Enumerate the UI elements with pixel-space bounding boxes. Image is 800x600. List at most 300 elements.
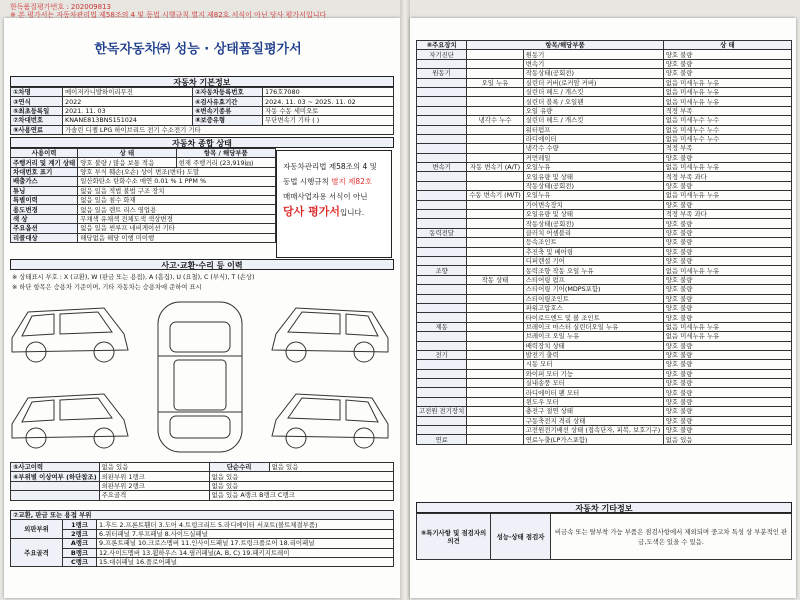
device-subgroup [467, 247, 524, 256]
device-status: 없음 있음 [663, 435, 791, 444]
document-title: 한독자동차㈜ 성능 · 상태품질평가서 [94, 42, 302, 57]
device-group [417, 360, 467, 369]
device-group [417, 313, 467, 322]
basic-label: ⑥변속기종류 [193, 106, 263, 115]
history-label [11, 491, 100, 500]
device-group: 자기진단 [417, 50, 467, 59]
device-subgroup [467, 369, 524, 378]
device-item: 타이로드엔드 및 볼 조인트 [523, 313, 663, 322]
table-row [417, 360, 792, 369]
table-row [11, 511, 394, 520]
device-status: 양호 불량 [663, 303, 791, 312]
table-row [417, 238, 792, 247]
device-item: 기어변속장치 [523, 200, 663, 209]
basic-value: KNANE813BNS151024 [63, 116, 193, 125]
basic-value: 2022 [63, 97, 193, 106]
table-row [417, 322, 792, 331]
device-item: 원동기 [523, 50, 663, 59]
device-item: 작동상태(공회전) [523, 181, 663, 190]
history-label: ⑥부위별 이상여부 (하단참조) [11, 472, 100, 481]
device-subgroup [467, 397, 524, 406]
device-subgroup [467, 426, 524, 435]
device-group [417, 172, 467, 181]
table-row [417, 78, 792, 87]
device-subgroup [467, 219, 524, 228]
history-value: 없음 있음 [209, 472, 393, 481]
basic-value: 가솔린 디젤 LPG 하이브리드 전기 수소전기 기타 [63, 125, 394, 134]
device-item: 등속조인트 [523, 238, 663, 247]
device-group: 조향 [417, 266, 467, 275]
table-row [417, 379, 792, 388]
history-label: 단순수리 [209, 463, 269, 472]
device-group [417, 59, 467, 68]
device-item: 동력조향 작동 오일 누유 [523, 266, 663, 275]
basic-label: ⑤최초등록일 [11, 106, 63, 115]
device-subgroup [467, 407, 524, 416]
device-status: 양호 불량 [663, 397, 791, 406]
etc-table [416, 513, 792, 560]
history-value: 없음 있음 [99, 463, 209, 472]
basic-label: ③연식 [11, 97, 63, 106]
overall-label: 튜닝 [11, 186, 78, 195]
stamp-line-1: 자동차관리법 제58조의 4 및 [283, 162, 377, 171]
device-status: 없음 미세누유 누유 [663, 332, 791, 341]
device-group [417, 87, 467, 96]
device-item: 스티어링 펌프 [523, 275, 663, 284]
table-row [417, 247, 792, 256]
history-label: ⑤사고이력 [11, 463, 100, 472]
basic-info-table [10, 87, 394, 135]
car-side-left-lower-icon [12, 394, 128, 448]
table-row [417, 256, 792, 265]
device-group: 전기 [417, 350, 467, 359]
device-subgroup [467, 435, 524, 444]
notice-text: ※ 본 평가서는 자동차관리법 제58조의 4 및 동법 시행규칙 별지 제82호 서식이 아닌 당사 평가서입니다 [10, 11, 327, 19]
table-row [417, 266, 792, 275]
device-subgroup: 작동 상태 [467, 275, 524, 284]
device-item: 충전구 절연 상태 [523, 407, 663, 416]
table-row [11, 548, 394, 557]
device-item: 윈도우 모터 [523, 397, 663, 406]
device-subgroup: 자동 변속기 (A/T) [467, 163, 524, 172]
table-row [417, 106, 792, 115]
table-row [11, 106, 394, 115]
device-subgroup [467, 153, 524, 162]
table-row [417, 426, 792, 435]
device-status: 양호 불량 [663, 200, 791, 209]
device-item: 실내송풍 모터 [523, 379, 663, 388]
device-group [417, 191, 467, 200]
device-item: 고전원전기배선 상태 (접속단자, 피복, 보호기구) [523, 426, 663, 435]
device-status: 양호 불량 [663, 238, 791, 247]
parts-items: 9.프론트패널 10.크로스멤버 11.인사이드패널 17.트렁크플로어 18.리어패널 [97, 539, 394, 548]
basic-value: 176호7080 [263, 88, 394, 97]
basic-label: ①차명 [11, 88, 63, 97]
stamp-line-4: 당사 평가서입니다. [283, 205, 365, 218]
devices-header: 항목/해당부품 [467, 41, 664, 50]
device-group [417, 256, 467, 265]
device-item: 냉각수 수량 [523, 144, 663, 153]
table-row [417, 388, 792, 397]
device-item: 작동상태(공회전) [523, 69, 663, 78]
table-row [417, 294, 792, 303]
car-side-right-lower-icon [272, 394, 388, 448]
table-row [11, 463, 394, 472]
table-row [11, 539, 394, 548]
table-row [11, 88, 394, 97]
device-item: 워터펌프 [523, 125, 663, 134]
device-subgroup [467, 256, 524, 265]
table-row [11, 520, 394, 529]
table-row [11, 233, 276, 242]
etc-section: 자동차 기타정보 [416, 502, 792, 513]
parts-rank: 1랭크 [63, 520, 97, 529]
device-group: 제동 [417, 322, 467, 331]
device-subgroup [467, 360, 524, 369]
device-item: 오일유량 및 상태 [523, 172, 663, 181]
table-row [11, 167, 276, 176]
overall-value: 없음 있음 적법 불법 구조 장치 [78, 186, 276, 195]
overall-value: 없음 있음 썬루프 네비게이션 기타 [78, 224, 276, 233]
history-table [10, 462, 394, 501]
device-group: 동력전달 [417, 228, 467, 237]
parts-items: 15.대쉬패널 16.플로어패널 [97, 557, 394, 566]
table-row [11, 481, 394, 490]
device-item: 연료누출(LP가스포함) [523, 435, 663, 444]
device-group [417, 426, 467, 435]
device-item: 와이퍼 모터 기능 [523, 369, 663, 378]
overall-value: 무채색 유채색 전체도색 색상변경 [78, 214, 276, 223]
device-subgroup [467, 210, 524, 219]
device-group: 연료 [417, 435, 467, 444]
device-status: 없음 미세누유 누유 [663, 322, 791, 331]
basic-label: ②자동차등록번호 [193, 88, 263, 97]
devices-header: 상 태 [663, 41, 791, 50]
table-row [417, 285, 792, 294]
status-legend: ※ 상태표시 부호 : X (교환), W (판금 또는 용접), A (흠집), U (요철), C (부식), T (손상) [12, 274, 255, 281]
device-subgroup [467, 388, 524, 397]
basic-info-section: 자동차 기본정보 [10, 76, 394, 87]
device-status: 양호 불량 [663, 294, 791, 303]
device-item: 실린더 헤드 / 개스킷 [523, 87, 663, 96]
parts-items: 1.후드 2.프론트휀더 3.도어 4.트렁크리드 5.라디에이터 서포트(볼트체결부품) [97, 520, 394, 529]
table-row [417, 144, 792, 153]
device-status: 양호 불량 [663, 247, 791, 256]
table-row [417, 341, 792, 350]
table-row [11, 116, 394, 125]
table-row [417, 172, 792, 181]
overall-label: 색 상 [11, 214, 78, 223]
history-value: 없음 있음 [209, 481, 393, 490]
table-row [417, 134, 792, 143]
device-group [417, 294, 467, 303]
device-group [417, 379, 467, 388]
device-group [417, 275, 467, 284]
device-status: 양호 불량 [663, 426, 791, 435]
stamp-line-3: 매매사업자용 서식이 아닌 [283, 192, 368, 201]
device-subgroup [467, 69, 524, 78]
overall-label: 배출가스 [11, 177, 78, 186]
table-row [417, 200, 792, 209]
overall-label: 차대번호 표기 [11, 167, 78, 176]
overall-value: 없음 있음 렌트 리스 영업용 [78, 205, 276, 214]
table-row [11, 472, 394, 481]
device-status: 양호 불량 [663, 341, 791, 350]
device-status: 양호 불량 [663, 228, 791, 237]
table-row [417, 275, 792, 284]
device-item: 오일누유 [523, 191, 663, 200]
overall-value: 없음 있음 침수 화재 [78, 195, 276, 204]
device-group [417, 210, 467, 219]
overall-label: 주요옵션 [11, 224, 78, 233]
device-group [417, 106, 467, 115]
device-status: 양호 불량 [663, 59, 791, 68]
device-status: 없음 미세누유 누유 [663, 97, 791, 106]
device-group: 변속기 [417, 163, 467, 172]
device-subgroup [467, 181, 524, 190]
parts-rank: B랭크 [63, 548, 97, 557]
device-group [417, 200, 467, 209]
table-row [417, 191, 792, 200]
device-group [417, 97, 467, 106]
etc-label: ⑨특기사항 및 점검자의 의견 [417, 514, 491, 560]
device-group [417, 125, 467, 134]
table-row [417, 163, 792, 172]
vehicle-diagram [8, 298, 392, 458]
device-group [417, 134, 467, 143]
device-item: 구동축전지 격리 상태 [523, 416, 663, 425]
overall-section: 자동차 종합 상태 [10, 137, 394, 148]
table-row [417, 125, 792, 134]
table-row [417, 153, 792, 162]
device-item: 실린더 헤드 / 개스킷 [523, 116, 663, 125]
overall-header: 사용이력 [11, 149, 78, 158]
device-group [417, 238, 467, 247]
basic-label: ⑧보증유형 [193, 116, 263, 125]
devices-header: ⑧주요장치 [417, 41, 467, 50]
device-item: 브레이크 마스터 실린더오일 누유 [523, 322, 663, 331]
device-status: 양호 불량 [663, 275, 791, 284]
parts-rank: 2랭크 [63, 529, 97, 538]
device-status: 없음 미세누수 누수 [663, 134, 791, 143]
history-value: 없음 있음 [269, 463, 393, 472]
device-item: 실린더 블록 / 오일팬 [523, 97, 663, 106]
parts-rank: A랭크 [63, 539, 97, 548]
car-side-right-icon [272, 308, 388, 362]
overall-item: 현재 주행거리 (23,919㎞) [176, 158, 275, 167]
device-subgroup [467, 350, 524, 359]
basic-value: 2021. 11. 03 [63, 106, 193, 115]
parts-section: ⑦교환, 판금 또는 용접 부위 [11, 511, 394, 520]
basic-value: 2024. 11. 03 ~ 2025. 11. 02 [263, 97, 394, 106]
device-status: 양호 불량 [663, 50, 791, 59]
device-item: 배력장치 상태 [523, 341, 663, 350]
device-subgroup [467, 228, 524, 237]
device-subgroup [467, 172, 524, 181]
device-status: 적정 부족 과다 [663, 172, 791, 181]
device-group [417, 247, 467, 256]
table-row [417, 397, 792, 406]
device-group [417, 153, 467, 162]
overall-label: 용도변경 [11, 205, 78, 214]
history-value: 외판부위 2랭크 [99, 481, 209, 490]
parts-group-label: 주요골격 [11, 539, 63, 567]
device-group [417, 397, 467, 406]
overall-label: 리콜대상 [11, 233, 78, 242]
table-row [417, 407, 792, 416]
basic-label: ⑨사용연료 [11, 125, 63, 134]
overall-value: 양호 부식 훼손(오손) 상이 변조(변타) 도말 [78, 167, 276, 176]
device-item: 스티어링 기어(MDPS포함) [523, 285, 663, 294]
device-group [417, 78, 467, 87]
table-row [11, 186, 276, 195]
device-subgroup [467, 106, 524, 115]
parts-group-label: 외판부위 [11, 520, 63, 539]
device-group [417, 369, 467, 378]
device-item: 오일누유 [523, 163, 663, 172]
table-row [417, 219, 792, 228]
device-subgroup [467, 87, 524, 96]
device-status: 없음 미세누유 누유 [663, 78, 791, 87]
table-row [417, 97, 792, 106]
device-status: 양호 불량 [663, 360, 791, 369]
device-item: 오일 유량 [523, 106, 663, 115]
parts-table [10, 510, 394, 567]
device-item: 커먼레일 [523, 153, 663, 162]
car-top-icon [158, 302, 242, 452]
overall-label: 특별이력 [11, 195, 78, 204]
device-subgroup [467, 238, 524, 247]
device-subgroup [467, 144, 524, 153]
device-status: 양호 불량 [663, 181, 791, 190]
device-group [417, 303, 467, 312]
device-subgroup [467, 97, 524, 106]
device-item: 시동 모터 [523, 360, 663, 369]
device-subgroup: 수동 변속기 (M/T) [467, 191, 524, 200]
device-group: 고전원 전기장치 [417, 407, 467, 416]
device-item: 오일유량 및 상태 [523, 210, 663, 219]
table-row [417, 59, 792, 68]
table-row [11, 149, 276, 158]
overall-value: 해당없음 해당 이행 미이행 [78, 233, 276, 242]
table-row [417, 228, 792, 237]
overall-header: 항목 / 해당부품 [176, 149, 275, 158]
overall-value: 일산화탄소 탄화수소 매연 0.01 % 1 PPM % [78, 177, 276, 186]
table-row [11, 205, 276, 214]
table-row [11, 491, 394, 500]
table-row [417, 50, 792, 59]
parts-items: 6.쿼터패널 7.루프패널 8.사이드실패널 [97, 529, 394, 538]
table-row [11, 557, 394, 566]
etc-sub-label: 성능·상태 점검자 [491, 514, 551, 560]
table-row [11, 158, 276, 167]
table-row [11, 529, 394, 538]
device-item: 라디에이터 [523, 134, 663, 143]
device-status: 양호 불량 [663, 369, 791, 378]
history-value: 없음 있음 A랭크 B랭크 C랭크 [209, 491, 393, 500]
overall-header: 상 태 [78, 149, 176, 158]
page-gutter [400, 0, 410, 600]
device-group [417, 181, 467, 190]
device-item: 브레이크 오일 누유 [523, 332, 663, 341]
table-row [417, 435, 792, 444]
device-status: 적정 부족 [663, 144, 791, 153]
history-value: 주요골격 [99, 491, 209, 500]
device-subgroup [467, 303, 524, 312]
parts-items: 12.사이드멤버 13.휠하우스 14.필러패널(A, B, C) 19.패키지트레이 [97, 548, 394, 557]
main-devices-table [416, 40, 792, 445]
table-row [417, 87, 792, 96]
basic-label: ④검사유효기간 [193, 97, 263, 106]
device-item: 라디에이터 팬 모터 [523, 388, 663, 397]
basic-value: 무단변속기 기타 ( ) [263, 116, 394, 125]
device-subgroup [467, 285, 524, 294]
device-status: 적정 부족 [663, 106, 791, 115]
status-legend-note: ※ 하단 항목은 승용차 기준이며, 기타 자동차는 승용차에 준하여 표시 [12, 284, 202, 291]
device-subgroup [467, 379, 524, 388]
device-status: 양호 불량 [663, 285, 791, 294]
device-subgroup [467, 294, 524, 303]
device-item: 실린더 커버(로커암 커버) [523, 78, 663, 87]
device-status: 없음 미세누유 누유 [663, 163, 791, 172]
device-status: 없음 미세누수 누수 [663, 125, 791, 134]
device-status: 양호 불량 [663, 388, 791, 397]
accident-section: 사고·교환·수리 등 이력 [10, 259, 394, 270]
device-group [417, 285, 467, 294]
notice-stamp [276, 150, 392, 258]
device-item: 작동상태(공회전) [523, 219, 663, 228]
device-group [417, 416, 467, 425]
table-row [417, 41, 792, 50]
basic-value: 자동 수동 세미오토 [263, 106, 394, 115]
device-subgroup [467, 341, 524, 350]
device-subgroup [467, 322, 524, 331]
device-item: 스티어링조인트 [523, 294, 663, 303]
table-row [417, 350, 792, 359]
table-row [417, 210, 792, 219]
device-subgroup: 오일 누유 [467, 78, 524, 87]
overall-table [10, 148, 276, 243]
basic-value: 메이저카니발하이리무진 [63, 88, 193, 97]
table-row [417, 313, 792, 322]
table-row [11, 177, 276, 186]
device-item: 파워고압호스 [523, 303, 663, 312]
device-status: 양호 불량 [663, 379, 791, 388]
device-subgroup [467, 125, 524, 134]
table-row [11, 224, 276, 233]
device-status: 적정 부족 과다 [663, 210, 791, 219]
table-row [417, 303, 792, 312]
car-side-left-icon [12, 308, 128, 362]
device-subgroup: 냉각수 누수 [467, 116, 524, 125]
device-item: 디퍼렌셜 기어 [523, 256, 663, 265]
device-subgroup [467, 134, 524, 143]
device-group: 원동기 [417, 69, 467, 78]
table-row [11, 97, 394, 106]
device-item: 추진축 및 베어링 [523, 247, 663, 256]
device-item: 클러치 어셈블리 [523, 228, 663, 237]
stamp-line-2: 동법 시행규칙 별지 제82호 [283, 177, 373, 186]
device-group [417, 144, 467, 153]
table-row [417, 69, 792, 78]
device-status: 양호 불량 [663, 313, 791, 322]
overall-label: 주행거리 및 계기 상태 [11, 158, 78, 167]
device-status: 양호 불량 [663, 256, 791, 265]
device-group [417, 341, 467, 350]
device-status: 없음 미세누유 누유 [663, 87, 791, 96]
parts-rank: C랭크 [63, 557, 97, 566]
device-status: 양호 불량 [663, 69, 791, 78]
